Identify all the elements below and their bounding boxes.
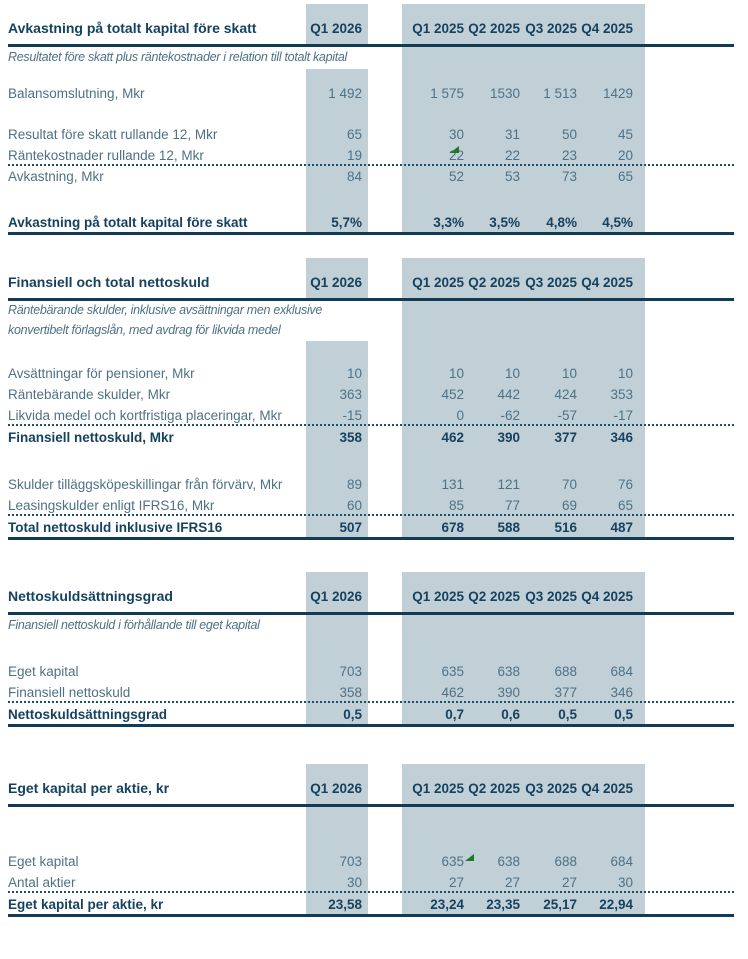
cell-q2-2025: 23,35 [486,897,520,912]
row-eget-kapital [8,851,734,872]
cell-q2-2025: -62 [500,408,520,423]
row-eget-kapital [8,661,734,682]
cell-q1-2025: 635 [441,664,464,679]
total-row-total-nettoskuld [8,516,734,540]
section-subtitle-line-1: Räntebärande skulder, inklusive avsättningar men exklusive [8,301,734,321]
cell-q3-2025: 1 513 [543,86,577,101]
cell-q4-2025: 65 [617,498,633,513]
cell-value: 30 [448,127,464,142]
total-row-eget-kapital-per-aktie [8,893,734,917]
column-header-q4-2025: Q4 2025 [581,781,633,796]
row-avkastning-mkr [8,166,734,187]
cell-q1-2025: 0,7 [445,707,464,722]
cell-q4-2025: 65 [617,169,633,184]
cell-q3-2025: 688 [554,664,577,679]
row-rantekostnader [8,145,734,166]
column-header-q4-2025: Q4 2025 [581,589,633,604]
row-balansomslutning [8,83,734,104]
cell-q2-2025: 53 [504,169,520,184]
cell-q1-2026: 19 [346,148,362,163]
column-header-q1-2026: Q1 2026 [310,781,362,796]
cell-q1-2026: 60 [346,498,362,513]
row-label: Eget kapital [8,854,79,869]
cell-q4-2025: 0,5 [614,707,633,722]
column-header-q1-2025: Q1 2025 [412,21,464,36]
cell-q4-2025: 487 [610,520,633,535]
column-header-q3-2025: Q3 2025 [525,275,577,290]
column-header-q3-2025: Q3 2025 [525,589,577,604]
cell-q1-2026: 23,58 [328,897,362,912]
cell-q1-2026: 30 [346,875,362,890]
section-avkastning-totalt-kapital [8,4,734,235]
cell-q3-2025: 73 [561,169,577,184]
cell-q1-2026: 703 [339,854,362,869]
column-header-q2-2025: Q2 2025 [468,275,520,290]
cell-q3-2025: 50 [561,127,577,142]
cell-q3-2025: 23 [561,148,577,163]
cell-q4-2025: 76 [617,477,633,492]
section-subtitle: Resultatet före skatt plus räntekostnader i relation till totalt kapital [8,47,734,69]
column-header-q1-2026: Q1 2026 [310,21,362,36]
column-header-q1-2026: Q1 2026 [310,275,362,290]
spacer-row [8,187,734,211]
cell-q1-2025: 462 [441,685,464,700]
cell-q1-2025: 1 575 [430,86,464,101]
cell-q1-2025: 23,24 [430,897,464,912]
cell-q3-2025: 516 [554,520,577,535]
total-label: Avkastning på totalt kapital före skatt [8,215,248,230]
cell-q4-2025: 346 [610,430,633,445]
cell-q2-2025: 442 [497,387,520,402]
cell-q1-2025 [368,851,464,872]
cell-q1-2026: 1 492 [328,86,362,101]
cell-q3-2025: 377 [554,685,577,700]
spacer-row [8,807,734,851]
cell-q1-2025: 27 [448,875,464,890]
cell-q1-2026: 89 [346,477,362,492]
cell-q4-2025: 684 [610,854,633,869]
cell-q1-2025 [368,124,464,145]
column-header-q1-2025: Q1 2025 [412,275,464,290]
row-resultat-fore-skatt [8,124,734,145]
cell-q1-2025: 462 [441,430,464,445]
cell-q2-2025: 1530 [489,86,520,101]
row-label: Eget kapital [8,664,79,679]
cell-q1-2025: 52 [448,169,464,184]
section-finansiell-nettoskuld [8,258,734,540]
section-header-row [8,258,734,301]
row-leasingskulder [8,495,734,516]
spacer-row [8,637,734,661]
cell-q4-2025: 20 [617,148,633,163]
cell-q2-2025: 22 [504,148,520,163]
spacer-row [8,450,734,474]
spacer-row [8,104,734,124]
cell-q1-2026: 363 [339,387,362,402]
row-finansiell-nettoskuld-mkr [8,426,734,450]
column-header-q1-2025: Q1 2025 [412,589,464,604]
cell-q2-2025: 638 [497,664,520,679]
column-header-q1-2026: Q1 2026 [310,589,362,604]
row-likvida-medel [8,405,734,426]
column-header-q1-2025: Q1 2025 [412,781,464,796]
cell-q1-2025: 0 [456,408,464,423]
comment-flag-icon [450,146,459,153]
cell-q3-2025: 10 [561,366,577,381]
section-header-row [8,4,734,47]
section-title: Nettoskuldsättningsgrad [8,588,173,604]
row-label: Finansiell nettoskuld [8,685,131,700]
cell-q3-2025: -57 [557,408,577,423]
cell-q4-2025: 353 [610,387,633,402]
cell-q3-2025: 69 [561,498,577,513]
column-header-q4-2025: Q4 2025 [581,275,633,290]
cell-q1-2026: 10 [346,366,362,381]
cell-q4-2025: 45 [617,127,633,142]
cell-q3-2025: 377 [554,430,577,445]
row-label: Avsättningar för pensioner, Mkr [8,366,195,381]
cell-q1-2025: 452 [441,387,464,402]
comment-flag-icon [465,854,474,861]
cell-q3-2025: 0,5 [558,707,577,722]
cell-q2-2025: 10 [504,366,520,381]
column-header-q2-2025: Q2 2025 [468,21,520,36]
cell-q2-2025: 390 [497,685,520,700]
cell-q4-2025: 10 [617,366,633,381]
cell-q1-2025: 3,3% [433,215,464,230]
total-row-nettoskuldsattningsgrad [8,703,734,727]
cell-q1-2026: 84 [346,169,362,184]
cell-q4-2025: 22,94 [599,897,633,912]
cell-q2-2025: 27 [504,875,520,890]
cell-q4-2025: -17 [613,408,633,423]
cell-q3-2025: 25,17 [543,897,577,912]
section-nettoskuldsattningsgrad [8,572,734,727]
cell-q2-2025: 588 [497,520,520,535]
cell-q2-2025: 638 [497,854,520,869]
row-antal-aktier [8,872,734,893]
cell-q3-2025: 4,8% [546,215,577,230]
section-eget-kapital-per-aktie [8,764,734,917]
section-title: Avkastning på totalt kapital före skatt [8,20,257,36]
cell-q1-2026: 703 [339,664,362,679]
total-label: Eget kapital per aktie, kr [8,897,164,912]
total-label: Nettoskuldsättningsgrad [8,707,168,722]
section-header-row [8,764,734,807]
cell-q1-2026: 0,5 [343,707,362,722]
spacer-row [8,341,734,363]
cell-q3-2025: 688 [554,854,577,869]
cell-q2-2025: 121 [497,477,520,492]
row-label: Finansiell nettoskuld, Mkr [8,430,174,445]
row-avsattningar-pensioner [8,363,734,384]
section-header-row [8,572,734,615]
row-label: Likvida medel och kortfristiga placeringar, Mkr [8,408,282,423]
cell-q3-2025: 424 [554,387,577,402]
cell-q4-2025: 1429 [602,86,633,101]
cell-q2-2025: 390 [497,430,520,445]
cell-q4-2025: 346 [610,685,633,700]
section-title: Eget kapital per aktie, kr [8,780,170,796]
cell-q2-2025: 0,6 [501,707,520,722]
cell-q4-2025: 4,5% [602,215,633,230]
cell-q2-2025: 31 [504,127,520,142]
cell-q1-2025: 10 [448,366,464,381]
cell-q4-2025: 30 [617,875,633,890]
row-label: Avkastning, Mkr [8,169,104,184]
section-title: Finansiell och total nettoskuld [8,274,210,290]
cell-q3-2025: 27 [561,875,577,890]
spacer-row [8,69,734,83]
column-header-q3-2025: Q3 2025 [525,21,577,36]
cell-q1-2026: 358 [339,430,362,445]
cell-q3-2025: 70 [561,477,577,492]
total-label: Total nettoskuld inklusive IFRS16 [8,520,223,535]
row-label: Balansomslutning, Mkr [8,86,145,101]
cell-q4-2025: 684 [610,664,633,679]
cell-q2-2025: 3,5% [489,215,520,230]
column-header-q3-2025: Q3 2025 [525,781,577,796]
row-skulder-tillaggskopeskillingar [8,474,734,495]
column-header-q2-2025: Q2 2025 [468,589,520,604]
cell-q1-2026: 507 [339,520,362,535]
cell-q1-2026: 358 [339,685,362,700]
section-subtitle: Finansiell nettoskuld i förhållande till eget kapital [8,615,734,637]
cell-q1-2025: 131 [441,477,464,492]
total-row-avkastning [8,211,734,235]
cell-q1-2025: 85 [448,498,464,513]
row-label: Räntekostnader rullande 12, Mkr [8,148,204,163]
cell-q1-2025: 678 [441,520,464,535]
row-label: Antal aktier [8,875,76,890]
cell-q1-2025: 22 [448,148,464,163]
column-header-q4-2025: Q4 2025 [581,21,633,36]
cell-value: 635 [441,854,464,869]
row-label: Resultat före skatt rullande 12, Mkr [8,127,218,142]
column-header-q2-2025: Q2 2025 [468,781,520,796]
section-subtitle-line-2: konvertibelt förlagslån, med avdrag för likvida medel [8,321,734,341]
row-rantebarande-skulder [8,384,734,405]
row-label: Skulder tilläggsköpeskillingar från förvärv, Mkr [8,477,283,492]
row-label: Leasingskulder enligt IFRS16, Mkr [8,498,215,513]
cell-q1-2026: -15 [342,408,362,423]
cell-q1-2026: 5,7% [331,215,362,230]
row-label: Räntebärande skulder, Mkr [8,387,171,402]
cell-q2-2025: 77 [504,498,520,513]
row-finansiell-nettoskuld [8,682,734,703]
cell-q1-2026: 65 [346,127,362,142]
